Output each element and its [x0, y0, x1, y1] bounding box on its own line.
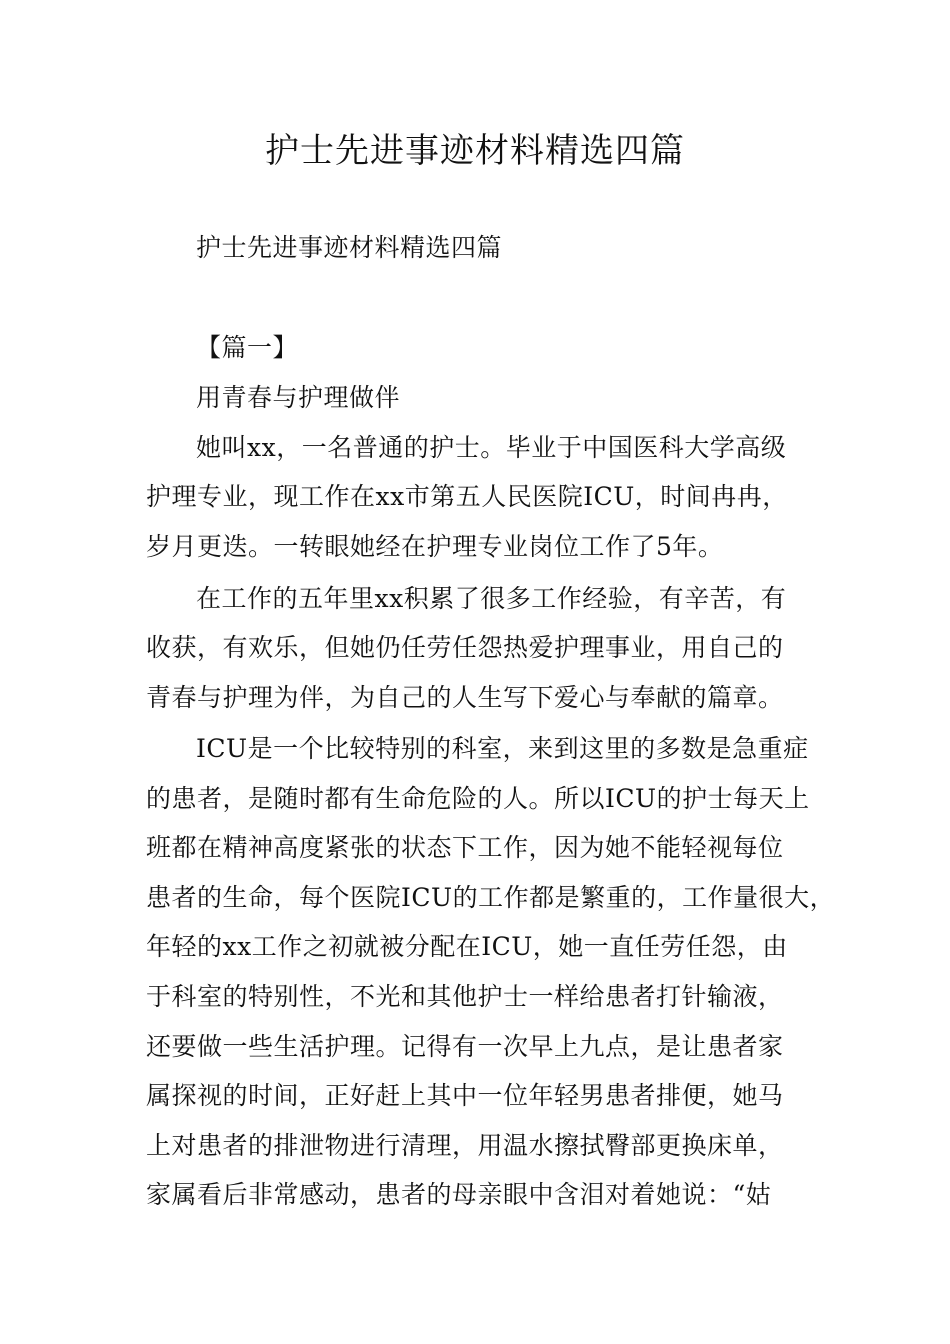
paragraph-line: ICU是一个比较特别的科室，来到这里的多数是急重症 [196, 734, 809, 763]
paragraph-line: 班都在精神高度紧张的状态下工作，因为她不能轻视每位 [146, 833, 784, 862]
paragraph-line: 家属看后非常感动，患者的母亲眼中含泪对着她说：“姑 [146, 1180, 772, 1209]
paragraph-line: 护理专业，现工作在xx市第五人民医院ICU，时间冉冉， [146, 482, 788, 511]
section-label: 【篇一】 [196, 333, 299, 362]
paragraph-line: 收获，有欢乐，但她仍任劳任怨热爱护理事业，用自己的 [146, 633, 784, 662]
paragraph-line: 患者的生命，每个医院ICU的工作都是繁重的，工作量很大， [146, 883, 836, 912]
paragraph-line: 青春与护理为伴，为自己的人生写下爱心与奉献的篇章。 [146, 683, 784, 712]
paragraph-line: 还要做一些生活护理。记得有一次早上九点，是让患者家 [146, 1032, 784, 1061]
paragraph-line: 上对患者的排泄物进行清理，用温水擦拭臀部更换床单， [146, 1131, 784, 1160]
paragraph-line: 在工作的五年里xx积累了很多工作经验，有辛苦，有 [196, 584, 787, 613]
paragraph-line: 属探视的时间，正好赶上其中一位年轻男患者排便，她马 [146, 1081, 784, 1110]
paragraph-line: 岁月更迭。一转眼她经在护理专业岗位工作了5年。 [146, 532, 724, 561]
paragraph-line: 的患者，是随时都有生命危险的人。所以ICU的护士每天上 [146, 784, 810, 813]
paragraph-line: 年轻的xx工作之初就被分配在ICU，她一直任劳任怨，由 [146, 932, 788, 961]
document-subtitle: 护士先进事迹材料精选四篇 [196, 233, 503, 262]
document-title: 护士先进事迹材料精选四篇 [265, 131, 685, 171]
paragraph-line: 于科室的特别性，不光和其他护士一样给患者打针输液， [146, 982, 784, 1011]
article-heading: 用青春与护理做伴 [196, 383, 401, 412]
paragraph-line: 她叫xx，一名普通的护士。毕业于中国医科大学高级 [196, 433, 787, 462]
